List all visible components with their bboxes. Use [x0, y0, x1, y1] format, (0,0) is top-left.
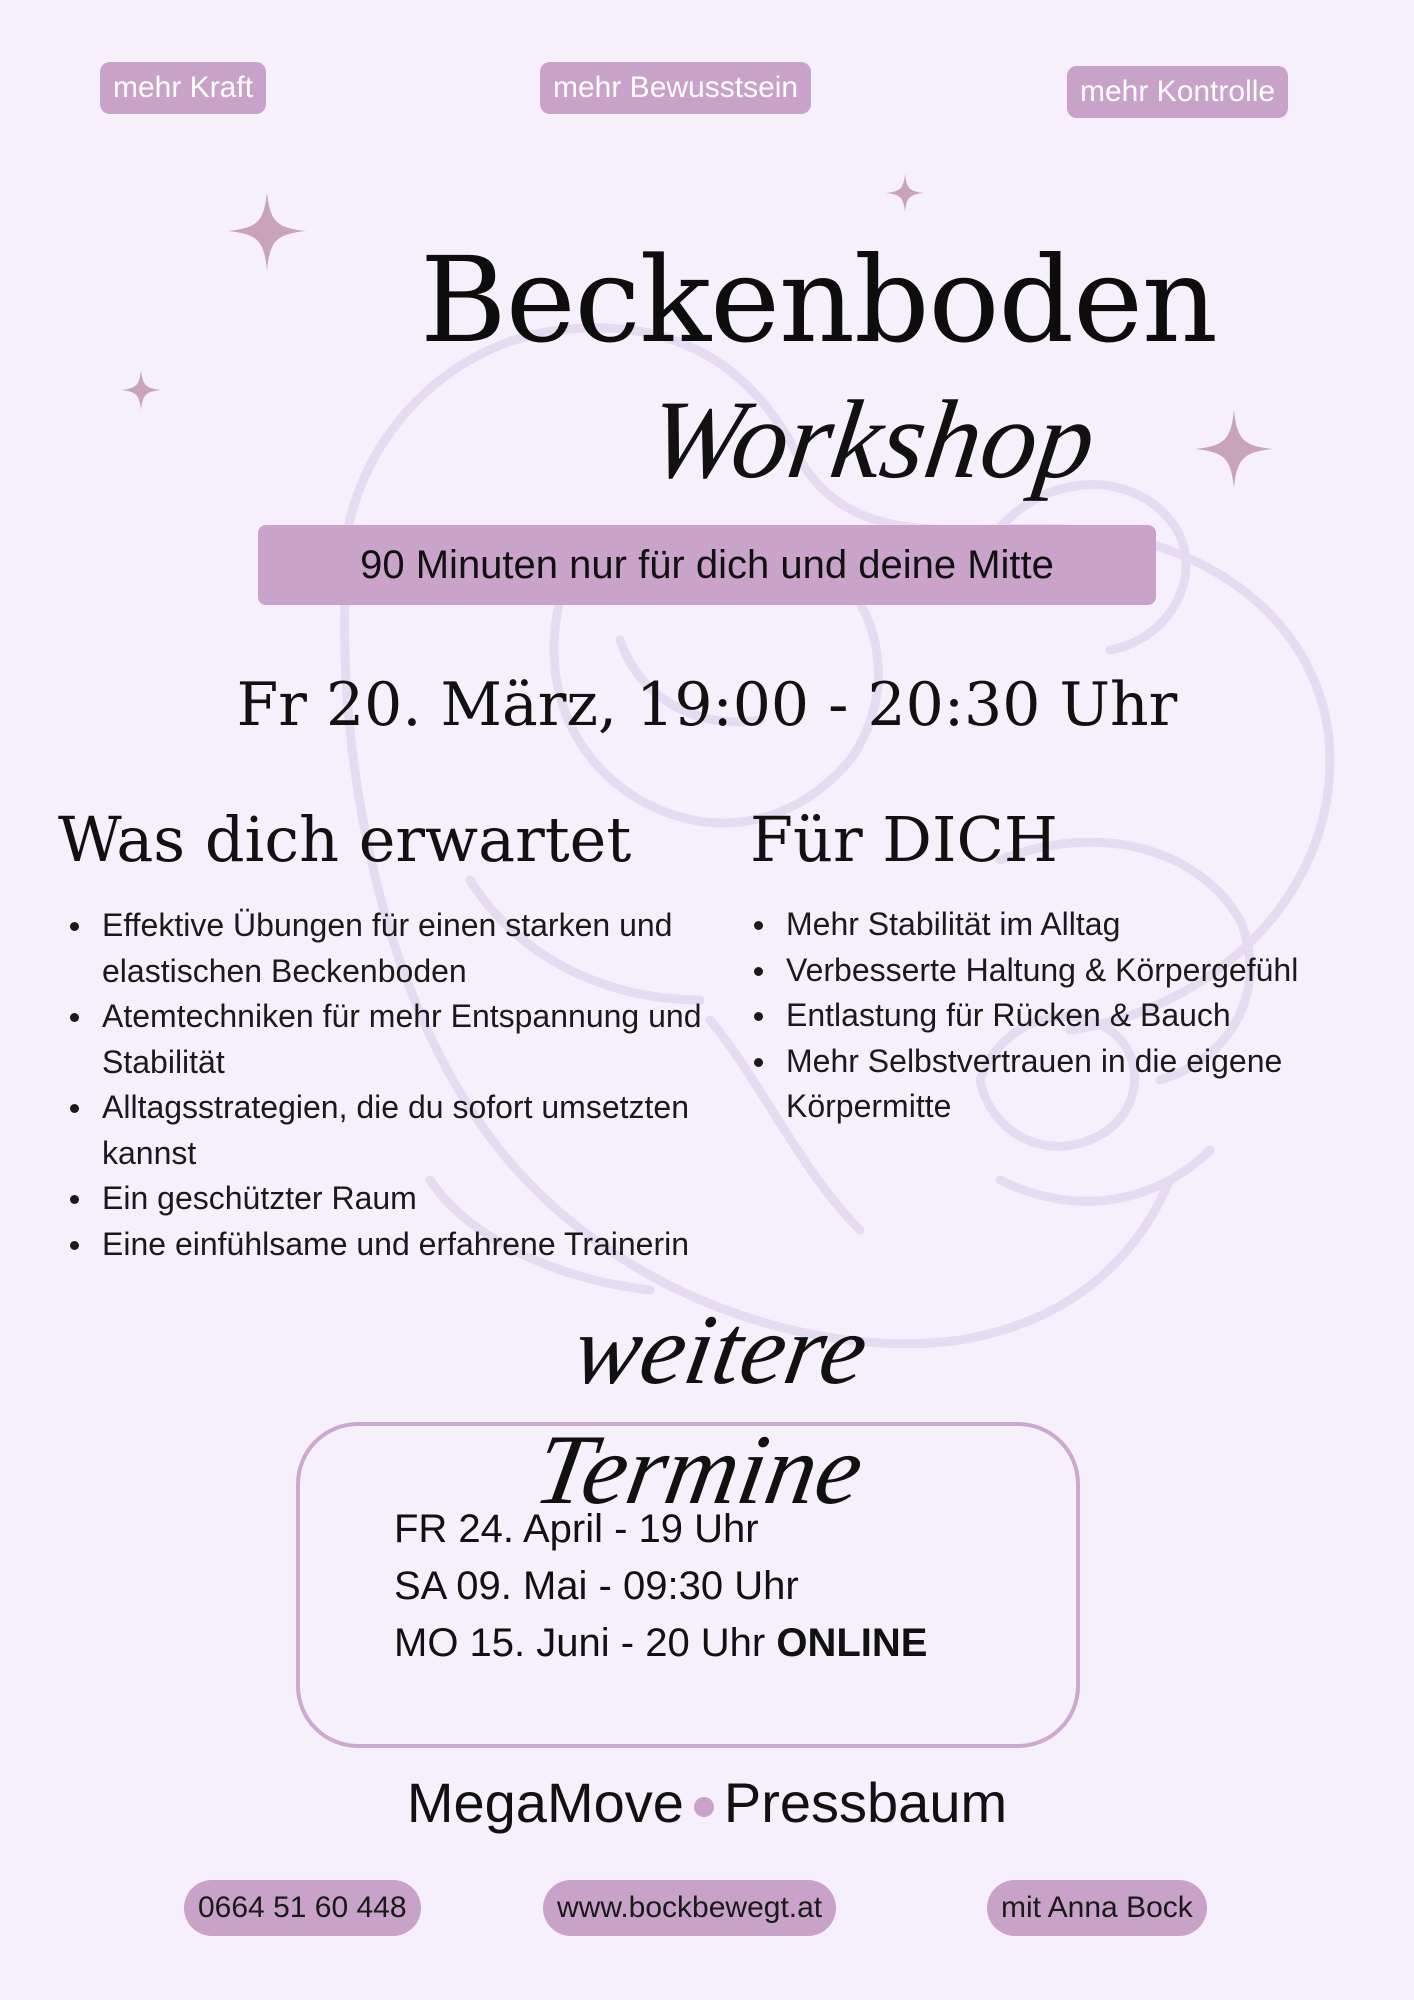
date-text: SA 09. Mai - 09:30 Uhr: [394, 1564, 799, 1608]
website-link[interactable]: www.bockbewegt.at: [543, 1880, 836, 1936]
page-title: Beckenboden: [420, 231, 1217, 369]
more-dates-list: [394, 1501, 1034, 1672]
expectations-heading: Was dich erwartet: [58, 803, 632, 876]
phone-pill[interactable]: 0664 51 60 448: [184, 1880, 421, 1936]
sparkle-icon: [1195, 410, 1273, 488]
more-dates-heading: weitere Termine: [527, 1294, 876, 1525]
sparkle-icon: [228, 192, 306, 270]
venue-line: [200, 1765, 1214, 1841]
list-item: Verbesserte Haltung & Körpergefühl: [744, 948, 1394, 994]
dot-separator-icon: [694, 1797, 714, 1817]
venue-place: Pressbaum: [723, 1771, 1008, 1834]
list-item: Entlastung für Rücken & Bauch: [744, 993, 1394, 1039]
workshop-script-heading: Workshop: [641, 378, 1103, 502]
date-item: [394, 1615, 1034, 1672]
trainer-pill: mit Anna Bock: [987, 1880, 1207, 1936]
list-item: Atemtechniken für mehr Entspannung und Stabilität: [60, 994, 710, 1085]
date-item: [394, 1558, 1034, 1615]
sparkle-icon: [121, 370, 161, 410]
tag-more-strength: mehr Kraft: [100, 62, 266, 114]
list-item: Ein geschützter Raum: [60, 1176, 710, 1222]
date-text: FR 24. April - 19 Uhr: [394, 1507, 759, 1551]
date-item: [394, 1501, 1034, 1558]
benefits-list: [744, 902, 1394, 1130]
expectations-list: [60, 903, 710, 1267]
list-item: Alltagsstrategien, die du sofort umsetzten kannst: [60, 1085, 710, 1176]
online-badge: ONLINE: [776, 1621, 928, 1665]
tag-more-awareness: mehr Bewusstsein: [540, 62, 811, 114]
sparkle-icon: [886, 174, 924, 212]
list-item: Mehr Selbstvertrauen in die eigene Körpermitte: [744, 1039, 1394, 1130]
tag-more-control: mehr Kontrolle: [1067, 66, 1288, 118]
list-item: Mehr Stabilität im Alltag: [744, 902, 1394, 948]
date-text: MO 15. Juni - 20 Uhr: [394, 1621, 766, 1665]
list-item: Eine einfühlsame und erfahrene Trainerin: [60, 1222, 710, 1268]
benefits-heading: Für DICH: [750, 803, 1059, 876]
venue-brand: MegaMove: [406, 1771, 684, 1834]
event-date: Fr 20. März, 19:00 - 20:30 Uhr: [236, 670, 1178, 740]
list-item: Effektive Übungen für einen starken und elastischen Beckenboden: [60, 903, 710, 994]
tagline-banner: 90 Minuten nur für dich und deine Mitte: [258, 525, 1156, 605]
